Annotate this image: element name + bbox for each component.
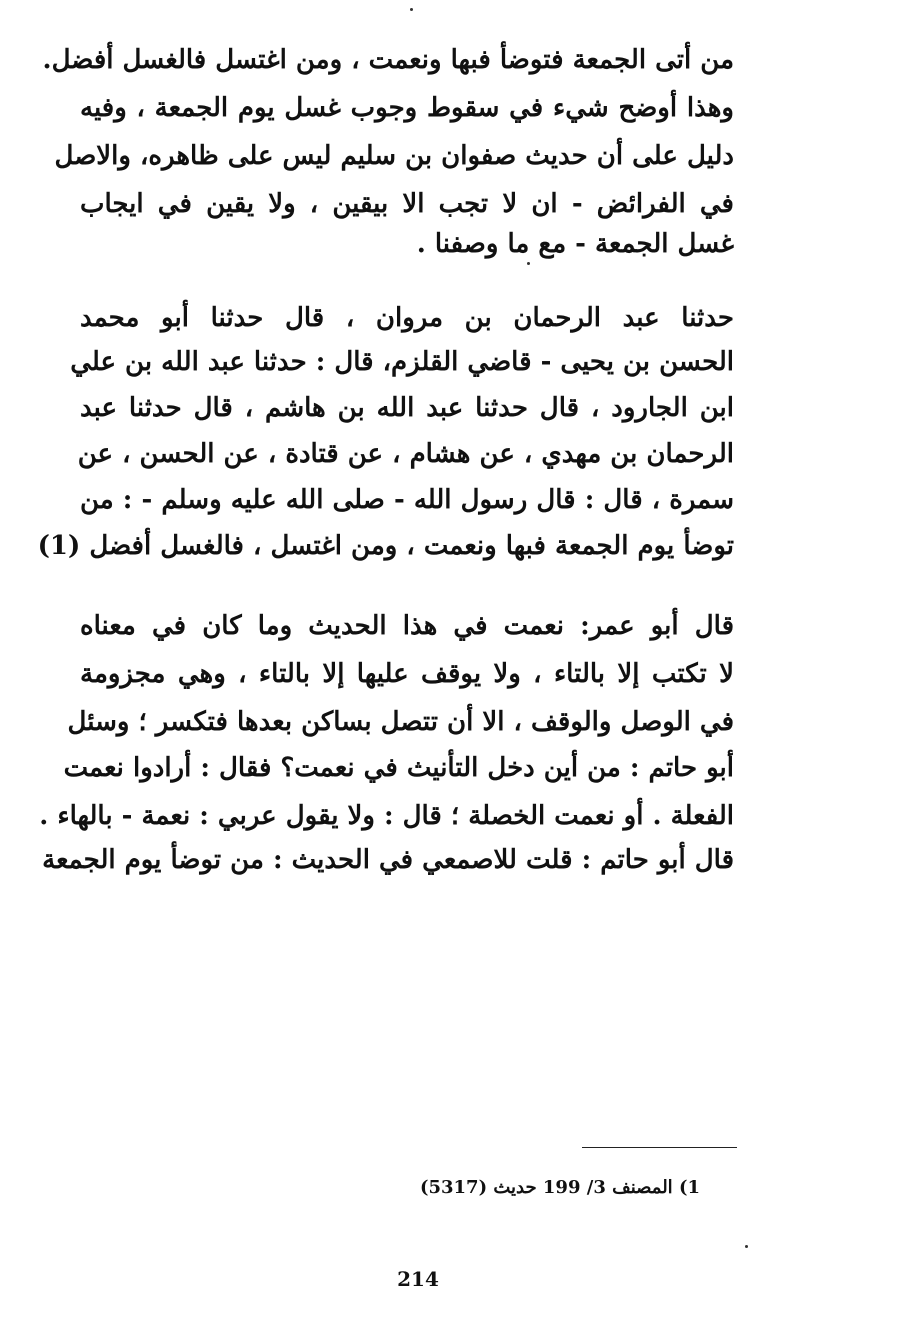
text-line: حدثنا عبد الرحمان بن مروان ، قال حدثنا أبو محمد bbox=[80, 303, 734, 333]
text-line: الرحمان بن مهدي ، عن هشام ، عن قتادة ، عن الحسن ، عن bbox=[77, 439, 734, 469]
text-line: الفعلة . أو نعمت الخصلة ؛ قال : ولا يقول عربي : نعمة - بالهاء . bbox=[39, 801, 734, 831]
text-line: لا تكتب إلا بالتاء ، ولا يوقف عليها إلا بالتاء ، وهي مجزومة bbox=[80, 659, 734, 689]
text-line: أبو حاتم : من أين دخل التأنيث في نعمت؟ فقال : أرادوا نعمت bbox=[63, 753, 734, 783]
text-line: من أتى الجمعة فتوضأ فبها ونعمت ، ومن اغتسل فالغسل أفضل. bbox=[42, 45, 734, 75]
text-line: الحسن بن يحيى - قاضي القلزم، قال : حدثنا عبد الله بن علي bbox=[70, 347, 734, 377]
text-line: في الفرائض - ان لا تجب الا بيقين ، ولا يقين في ايجاب bbox=[80, 189, 734, 219]
text-line: وهذا أوضح شيء في سقوط وجوب غسل يوم الجمعة ، وفيه bbox=[80, 93, 734, 123]
text-line: في الوصل والوقف ، الا أن تتصل بساكن بعدها فتكسر ؛ وسئل bbox=[67, 707, 734, 737]
text-line: دليل على أن حديث صفوان بن سليم ليس على ظاهره، والاصل bbox=[54, 141, 734, 171]
scan-speck bbox=[527, 262, 530, 265]
text-line: قال أبو عمر: نعمت في هذا الحديث وما كان في معناه bbox=[80, 611, 734, 641]
scan-speck bbox=[410, 8, 413, 11]
footnote-divider bbox=[582, 1147, 737, 1148]
scan-speck bbox=[745, 1245, 748, 1248]
text-line: ابن الجارود ، قال حدثنا عبد الله بن هاشم ، قال حدثنا عبد bbox=[80, 393, 734, 423]
text-line: توضأ يوم الجمعة فبها ونعمت ، ومن اغتسل ، فالغسل أفضل (1) bbox=[37, 531, 734, 561]
page-number: 214 bbox=[397, 1267, 439, 1291]
footnote: 1) المصنف 3/ 199 حديث (5317) bbox=[419, 1177, 700, 1198]
text-line: قال أبو حاتم : قلت للاصمعي في الحديث : من توضأ يوم الجمعة bbox=[42, 845, 734, 875]
text-line: سمرة ، قال : قال رسول الله - صلى الله عليه وسلم - : من bbox=[80, 485, 734, 515]
text-line: غسل الجمعة - مع ما وصفنا . bbox=[416, 229, 734, 259]
